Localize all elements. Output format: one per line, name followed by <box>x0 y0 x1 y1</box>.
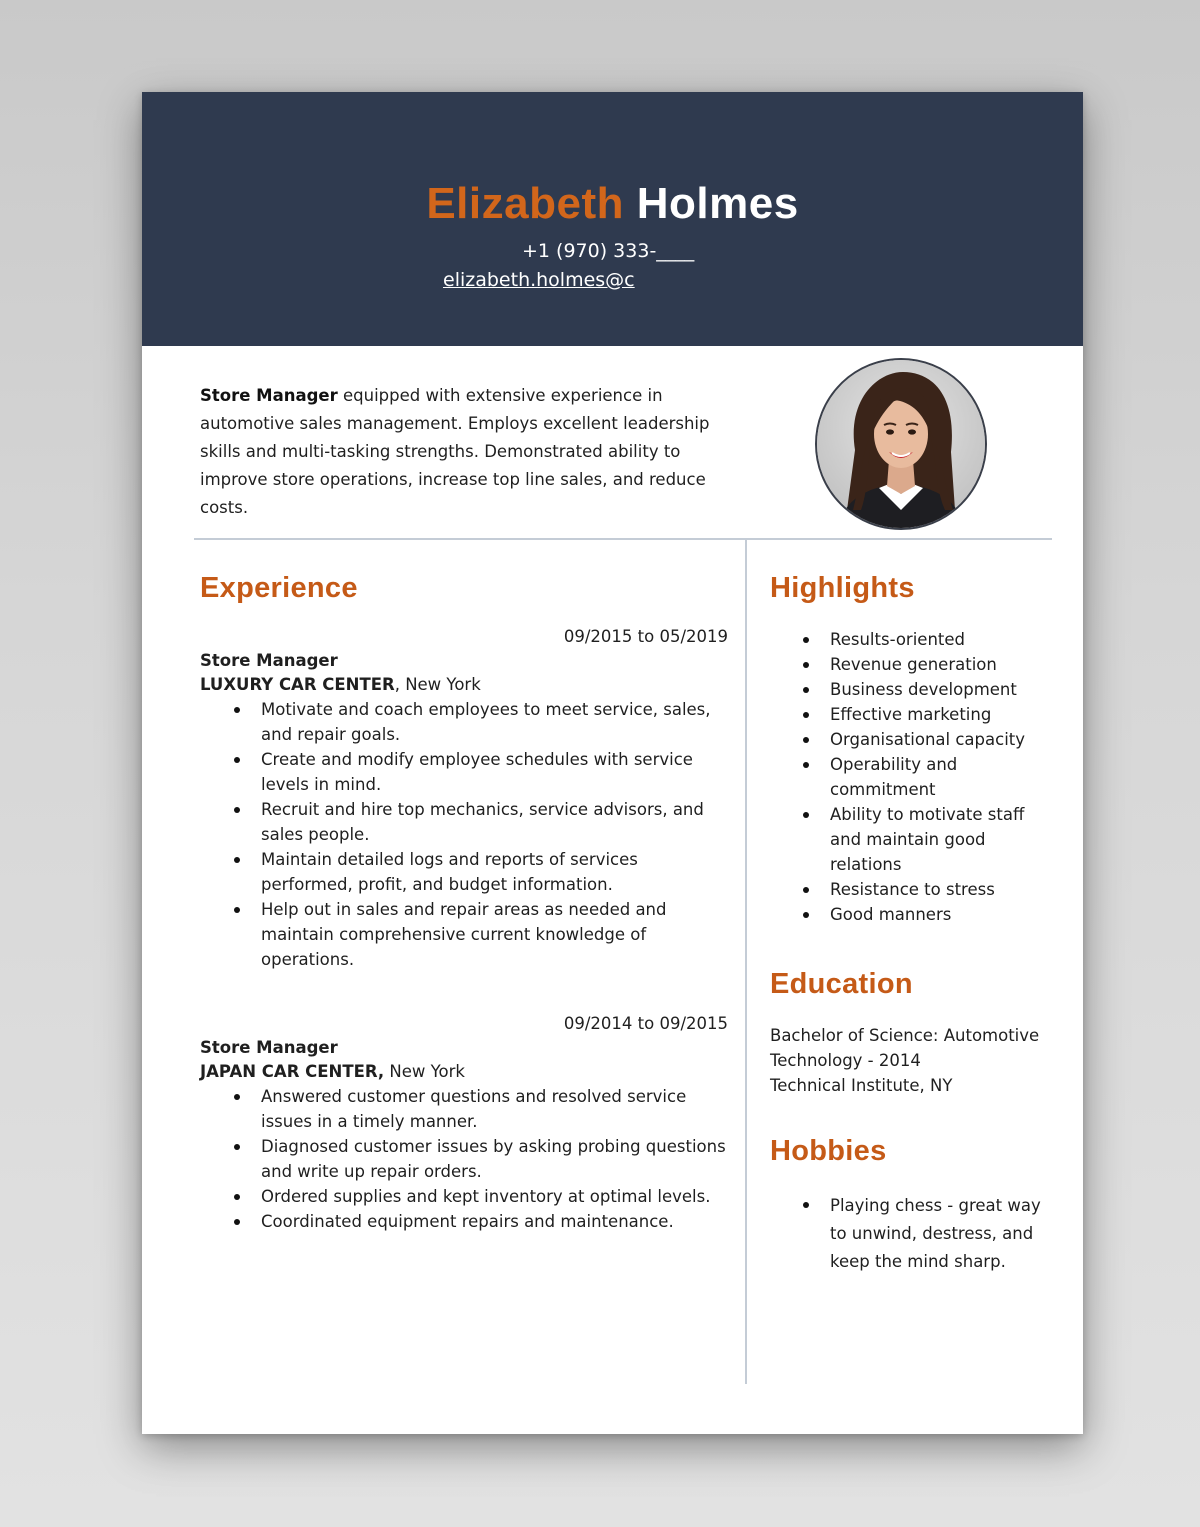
education-institution: Technical Institute, NY <box>770 1076 953 1095</box>
job-title: Store Manager <box>200 651 338 670</box>
last-name: Holmes <box>636 179 799 228</box>
company-location: , New York <box>394 675 481 694</box>
resume-page <box>142 92 1083 1434</box>
highlights-heading: Highlights <box>770 572 915 604</box>
company-name: LUXURY CAR CENTER <box>200 675 395 694</box>
job-title: Store Manager <box>200 1038 338 1057</box>
education-section <box>770 968 1050 1098</box>
list-item: Recruit and hire top mechanics, service advisors, and sales people. <box>231 797 728 847</box>
job-company <box>200 1060 728 1084</box>
list-item: Diagnosed customer issues by asking probing questions and write up repair orders. <box>231 1134 728 1184</box>
highlights-section <box>770 572 1050 927</box>
list-item: Ability to motivate staff and maintain good relations <box>770 802 1050 877</box>
education-heading: Education <box>770 968 913 1000</box>
list-item: Organisational capacity <box>770 727 1050 752</box>
job-company <box>200 673 728 697</box>
list-item: Create and modify employee schedules with service levels in mind. <box>231 747 728 797</box>
portrait-image <box>817 360 985 528</box>
list-item: Revenue generation <box>770 652 1050 677</box>
summary-text: equipped with extensive experience in automotive sales management. Employs excellent leadership skills and multi-tasking strengths. Demonstrated ability to improve store operations, increase top line sales, and reduce costs. <box>200 386 710 517</box>
candidate-name <box>142 178 1083 230</box>
list-item: Good manners <box>770 902 1050 927</box>
first-name: Elizabeth <box>426 179 624 228</box>
experience-section <box>200 572 728 1234</box>
section-divider <box>194 538 1052 540</box>
education-degree-year: Technology - 2014 <box>770 1051 921 1070</box>
hobbies-section <box>770 1135 1050 1276</box>
summary-role: Store Manager <box>200 386 338 405</box>
job-duties <box>231 1084 728 1234</box>
list-item: Coordinated equipment repairs and maintenance. <box>231 1209 728 1234</box>
email-link[interactable]: elizabeth.holmes@c <box>443 269 635 291</box>
job-dates: 09/2015 to 05/2019 <box>563 627 728 646</box>
list-item: Operability and commitment <box>770 752 970 802</box>
list-item: Results-oriented <box>770 627 1050 652</box>
company-name: JAPAN CAR CENTER, <box>200 1062 385 1081</box>
profile-summary <box>200 382 740 522</box>
highlights-list <box>770 627 1050 927</box>
hobbies-list <box>770 1192 1050 1276</box>
list-item: Motivate and coach employees to meet service, sales, and repair goals. <box>231 697 728 747</box>
list-item: Help out in sales and repair areas as needed and maintain comprehensive current knowledge of operations. <box>231 897 728 972</box>
job-duties <box>231 697 728 972</box>
list-item: Effective marketing <box>770 702 1050 727</box>
list-item: Playing chess - great way to unwind, destress, and keep the mind sharp. <box>770 1192 1050 1276</box>
profile-photo <box>815 358 987 530</box>
education-degree: Bachelor of Science: Automotive <box>770 1026 1040 1045</box>
list-item: Maintain detailed logs and reports of services performed, profit, and budget information. <box>231 847 728 897</box>
list-item: Business development <box>770 677 1050 702</box>
phone-number: +1 (970) 333-____ <box>522 240 695 262</box>
job-dates: 09/2014 to 09/2015 <box>563 1014 728 1033</box>
experience-heading: Experience <box>200 572 358 604</box>
hobbies-heading: Hobbies <box>770 1135 887 1167</box>
resume-header <box>142 92 1083 346</box>
company-location: New York <box>384 1062 465 1081</box>
column-divider <box>745 540 747 1384</box>
list-item: Resistance to stress <box>770 877 1050 902</box>
job-entry-2 <box>200 1012 728 1234</box>
job-entry-1 <box>200 625 728 972</box>
list-item: Ordered supplies and kept inventory at optimal levels. <box>231 1184 728 1209</box>
list-item: Answered customer questions and resolved service issues in a timely manner. <box>231 1084 728 1134</box>
